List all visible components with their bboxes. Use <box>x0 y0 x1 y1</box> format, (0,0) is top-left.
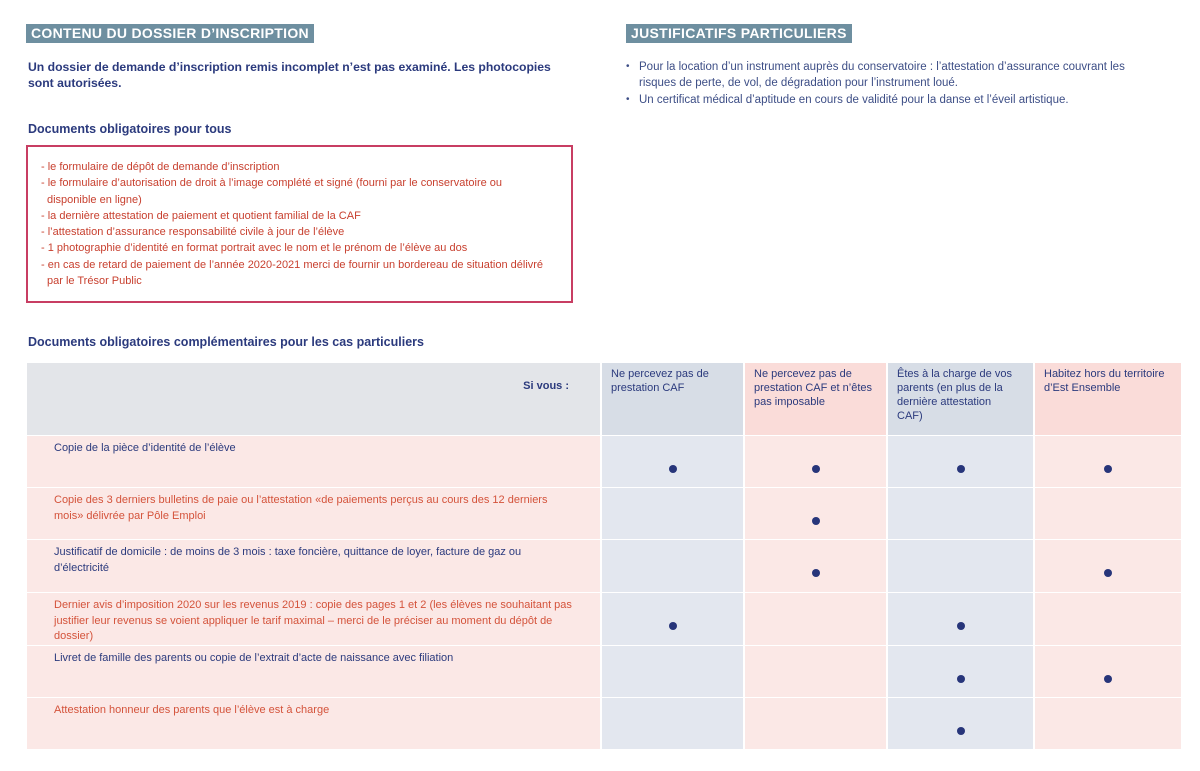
table-cell <box>1035 593 1181 645</box>
table-row-label: Livret de famille des parents ou copie de l’extrait d’acte de naissance avec filiation <box>54 652 454 664</box>
table-cell <box>745 698 886 749</box>
column-header <box>745 363 886 435</box>
table-header-si-vous <box>27 363 600 435</box>
mandatory-line: - la dernière attestation de paiement et quotient familial de la CAF <box>41 209 361 222</box>
intro-text: Un dossier de demande d’inscription remis incomplet n’est pas examiné. Les photocopies sont autorisées. <box>28 60 551 90</box>
section-heading-dossier: CONTENU DU DOSSIER D’INSCRIPTION <box>26 24 314 43</box>
table-cell <box>1035 436 1181 487</box>
bullet-dot-icon <box>812 517 820 525</box>
justificatif-item: • Pour la location d’un instrument auprès du conservatoire : l’attestation d’assurance couvrant les risques de perte, de vol, de dégradation pour l’instrument loué. <box>626 59 1126 92</box>
bullet-dot-icon <box>669 622 677 630</box>
column-header-text: Ne percevez pas de prestation CAF <box>611 368 709 394</box>
mandatory-line: - le formulaire d’autorisation de droit à l’image complété et signé (fourni par le conservatoire ou <box>41 177 503 190</box>
bullet-dot-icon <box>1104 675 1112 683</box>
bullet-dot-icon <box>957 675 965 683</box>
special-cases-title: Documents obligatoires complémentaires pour les cas particuliers <box>28 335 424 349</box>
table-cell <box>745 488 886 539</box>
table-cell <box>888 436 1033 487</box>
mandatory-line: par le Trésor Public <box>47 275 142 288</box>
table-cell <box>888 698 1033 749</box>
column-header <box>1035 363 1181 435</box>
mandatory-line: - 1 photographie d’identité en format portrait avec le nom et le prénom de l’élève au dos <box>41 242 468 255</box>
bullet-dot-icon <box>957 622 965 630</box>
justificatifs-list <box>626 59 1126 108</box>
table-row-label-cell <box>27 488 600 539</box>
column-header <box>602 363 743 435</box>
table-cell <box>602 646 743 697</box>
table-row-label-cell <box>27 593 600 645</box>
table-cell <box>745 436 886 487</box>
table-row-label-cell <box>27 540 600 592</box>
justificatif-item: • Un certificat médical d’aptitude en cours de validité pour la danse et l’éveil artistique. <box>626 92 1126 108</box>
table-cell <box>602 698 743 749</box>
table-cell <box>1035 698 1181 749</box>
table-cell <box>745 646 886 697</box>
bullet-dot-icon <box>957 727 965 735</box>
mandatory-documents-title: Documents obligatoires pour tous <box>28 122 232 136</box>
section-heading-justificatifs: JUSTIFICATIFS PARTICULIERS <box>626 24 852 43</box>
bullet-dot-icon <box>1104 569 1112 577</box>
table-row-label: Justificatif de domicile : de moins de 3 mois : taxe foncière, quittance de loyer, facture de gaz ou d’électricité <box>54 546 522 574</box>
table-row-label: Copie de la pièce d’identité de l’élève <box>54 442 236 454</box>
table-cell <box>1035 540 1181 592</box>
table-cell <box>602 488 743 539</box>
si-vous-label: Si vous : <box>523 380 569 392</box>
table-cell <box>1035 646 1181 697</box>
table-cell <box>602 593 743 645</box>
table-cell <box>888 593 1033 645</box>
table-row-label-cell <box>27 698 600 749</box>
table-cell <box>745 593 886 645</box>
table-cell <box>602 540 743 592</box>
table-cell <box>888 488 1033 539</box>
bullet-dot-icon <box>812 569 820 577</box>
column-header <box>888 363 1033 435</box>
mandatory-line: - en cas de retard de paiement de l’année 2020-2021 merci de fournir un bordereau de situation délivré <box>41 258 544 271</box>
table-row-label-cell <box>27 646 600 697</box>
table-row-label: Copie des 3 derniers bulletins de paie ou l’attestation «de paiements perçus au cours des 12 derniers mois» délivrée par Pôle Emploi <box>54 494 548 522</box>
bullet-dot-icon <box>812 465 820 473</box>
bullet-dot-icon <box>669 465 677 473</box>
table-cell <box>888 646 1033 697</box>
bullet-dot-icon <box>957 465 965 473</box>
special-cases-table <box>27 363 1175 744</box>
bullet-dot-icon <box>1104 465 1112 473</box>
table-cell <box>888 540 1033 592</box>
table-cell <box>1035 488 1181 539</box>
column-header-text: Habitez hors du territoire d’Est Ensemble <box>1044 368 1165 394</box>
table-cell <box>745 540 886 592</box>
table-row-label: Dernier avis d’imposition 2020 sur les revenus 2019 : copie des pages 1 et 2 (les élèves ne souhaitant pas justifier leur revenus se voient appliquer le tarif maximal – merci de le préciser au moment du dépôt de dossier) <box>54 599 572 642</box>
table-cell <box>602 436 743 487</box>
column-header-text: Êtes à la charge de vos parents (en plus de la dernière attestation CAF) <box>897 368 1012 422</box>
mandatory-documents-box <box>26 145 573 303</box>
table-row-label-cell <box>27 436 600 487</box>
column-header-text: Ne percevez pas de prestation CAF et n’êtes pas imposable <box>754 368 873 408</box>
mandatory-line: - l’attestation d’assurance responsabilité civile à jour de l’élève <box>41 226 345 239</box>
mandatory-line: disponible en ligne) <box>47 193 142 206</box>
table-row-label: Attestation honneur des parents que l’élève est à charge <box>54 704 330 716</box>
mandatory-line: - le formulaire de dépôt de demande d’inscription <box>41 161 280 173</box>
